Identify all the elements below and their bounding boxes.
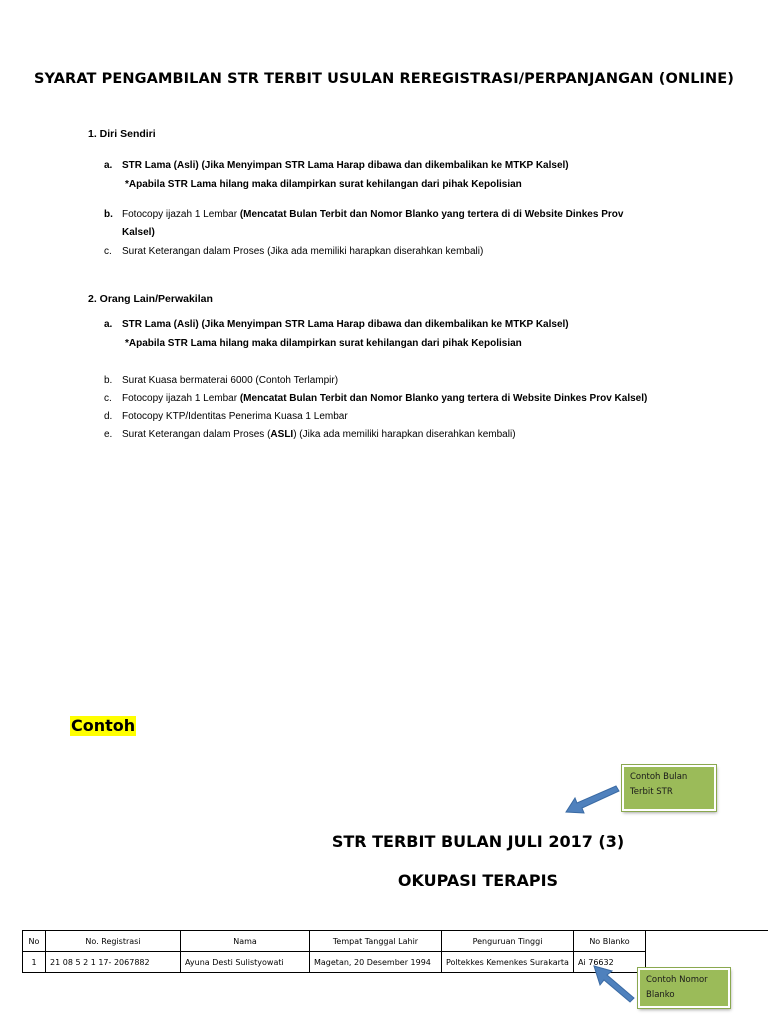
list-marker: e. — [104, 429, 113, 440]
list-item-text: Surat Keterangan dalam Proses ( — [122, 429, 271, 440]
table-row — [23, 952, 646, 973]
list-item-text: Fotocopy KTP/Identitas Penerima Kuasa 1 Lembar — [122, 411, 348, 422]
list-item — [104, 393, 647, 404]
list-item-text: Fotocopy ijazah 1 Lembar — [122, 209, 240, 220]
list-item-text: Surat Kuasa bermaterai 6000 (Contoh Terlampir) — [122, 375, 339, 386]
list-item — [104, 246, 483, 257]
table-cell: Poltekkes Kemenkes Surakarta — [442, 952, 574, 973]
list-item — [104, 411, 348, 422]
column-header-penguruan-tinggi: Penguruan Tinggi — [442, 931, 574, 952]
callout-contoh-bulan-terbit: Contoh Bulan Terbit STR — [622, 765, 716, 811]
list-item-text-bold: (Mencatat Bulan Terbit dan Nomor Blanko yang tertera di Website Dinkes Prov Kalsel) — [239, 393, 648, 404]
section-heading-orang-lain: 2. Orang Lain/Perwakilan — [88, 293, 213, 305]
arrow-icon — [588, 962, 638, 1004]
column-header-tempat-tanggal-lahir: Tempat Tanggal Lahir — [310, 931, 442, 952]
registration-table — [22, 930, 646, 973]
table-cell: Ayuna Desti Sulistyowati — [181, 952, 310, 973]
list-item-note: *Apabila STR Lama hilang maka dilampirkan surat kehilangan dari pihak Kepolisian — [125, 179, 522, 190]
column-header-nama: Nama — [181, 931, 310, 952]
column-header-no: No — [23, 931, 46, 952]
example-heading-profession: OKUPASI TERAPIS — [397, 871, 559, 890]
list-item — [104, 429, 516, 440]
list-item — [104, 375, 338, 386]
list-item-text: Fotocopy ijazah 1 Lembar — [122, 393, 240, 404]
document-title: SYARAT PENGAMBILAN STR TERBIT USULAN REREGISTRASI/PERPANJANGAN (ONLINE) — [33, 71, 734, 87]
list-marker: c. — [104, 246, 112, 257]
list-marker: a. — [104, 319, 113, 330]
callout-contoh-nomor-blanko: Contoh Nomor Blanko — [638, 968, 730, 1008]
table-cell: 21 08 5 2 1 17- 2067882 — [46, 952, 181, 973]
list-item-text: STR Lama (Asli) (Jika Menyimpan STR Lama Harap dibawa dan dikembalikan ke MTKP Kalsel) — [122, 319, 569, 330]
column-header-no-blanko: No Blanko — [574, 931, 646, 952]
list-marker: d. — [104, 411, 113, 422]
list-item-text-bold: ASLI — [270, 429, 294, 440]
list-item — [104, 160, 569, 171]
list-item-note: *Apabila STR Lama hilang maka dilampirkan surat kehilangan dari pihak Kepolisian — [125, 338, 522, 349]
arrow-icon — [560, 782, 620, 818]
list-marker: c. — [104, 393, 112, 404]
table-cell: 1 — [23, 952, 46, 973]
list-marker: a. — [104, 160, 113, 171]
list-marker: b. — [104, 209, 113, 220]
table-cell: Ai 76632 — [574, 952, 646, 973]
list-item — [104, 319, 569, 330]
list-marker: b. — [104, 375, 113, 386]
table-cell: Magetan, 20 Desember 1994 — [310, 952, 442, 973]
list-item — [104, 209, 623, 220]
column-header-no-registrasi: No. Registrasi — [46, 931, 181, 952]
list-item-text: ) (Jika ada memiliki harapkan diserahkan kembali) — [293, 429, 516, 440]
list-item-continuation: Kalsel) — [122, 227, 155, 238]
list-item-text: STR Lama (Asli) (Jika Menyimpan STR Lama Harap dibawa dan dikembalikan ke MTKP Kalsel) — [122, 160, 569, 171]
table-header-row — [23, 931, 646, 952]
list-item-text: Surat Keterangan dalam Proses (Jika ada memiliki harapkan diserahkan kembali) — [122, 246, 484, 257]
section-heading-diri-sendiri: 1. Diri Sendiri — [88, 128, 156, 140]
list-item-text-bold: (Mencatat Bulan Terbit dan Nomor Blanko yang tertera di di Website Dinkes Prov — [239, 209, 624, 220]
table-extension-line — [619, 930, 768, 931]
example-heading-str-terbit: STR TERBIT BULAN JULI 2017 (3) — [331, 832, 625, 851]
example-label: Contoh — [71, 716, 136, 735]
